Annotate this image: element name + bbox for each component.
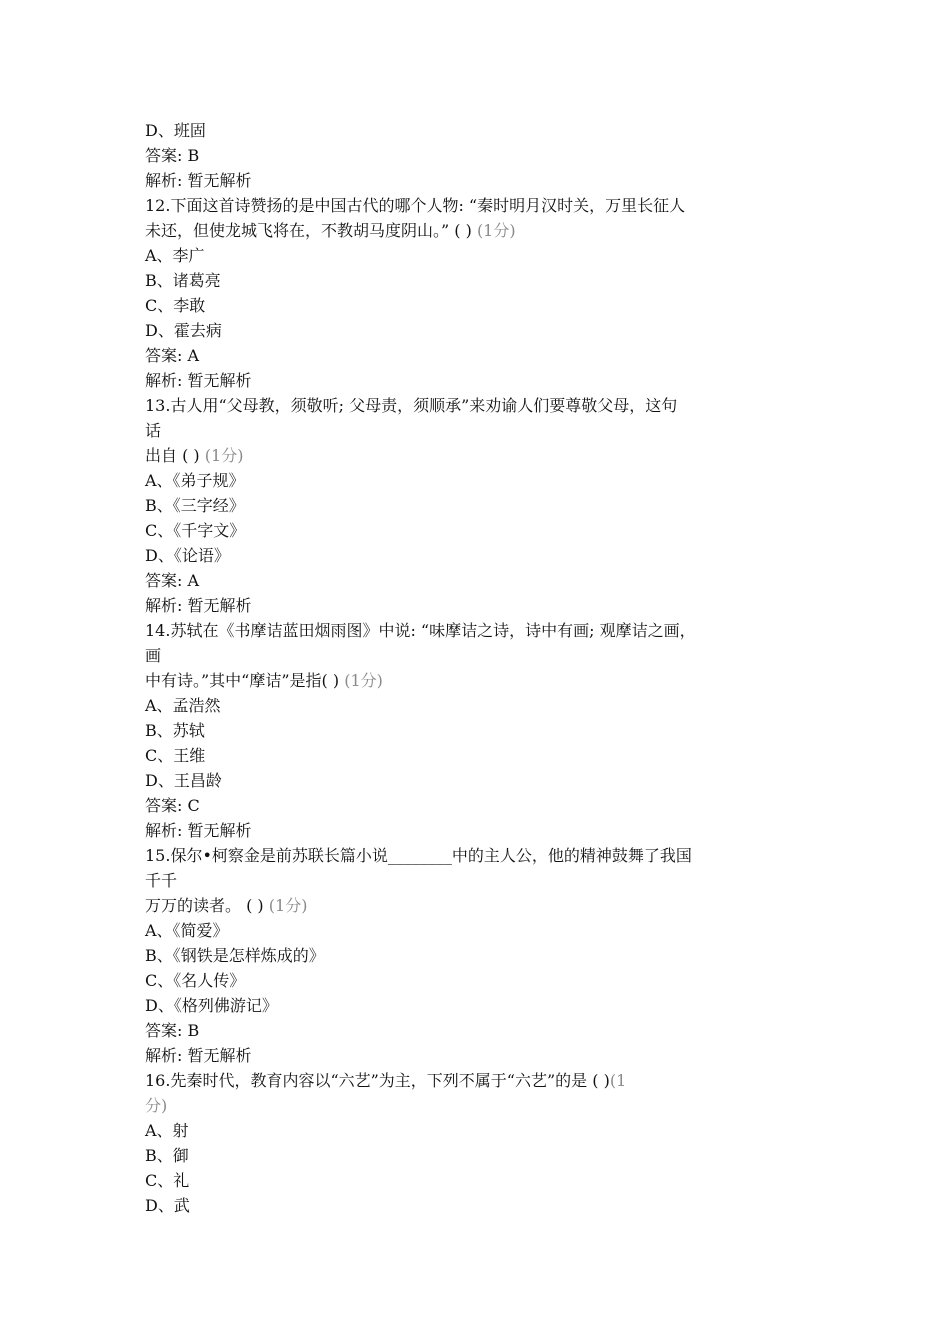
question-text: 12.下面这首诗赞扬的是中国古代的哪个人物: “秦时明月汉时关，万里长征人	[145, 196, 686, 215]
option-c: C、《名人传》	[145, 971, 246, 990]
question-text: 万万的读者。 ( ) (1分)	[145, 896, 308, 915]
analysis: 解析: 暂无解析	[145, 596, 252, 615]
question-text: 未还，但使龙城飞将在，不教胡马度阴山。” ( ) (1分)	[145, 221, 516, 240]
option-a: A、孟浩然	[145, 696, 221, 715]
question-text: 13.古人用“父母教，须敬听; 父母责，须顺承”来劝谕人们要尊敬父母，这句	[145, 396, 678, 415]
answer: 答案: B	[145, 146, 200, 165]
analysis: 解析: 暂无解析	[145, 371, 252, 390]
answer: 答案: B	[145, 1021, 200, 1040]
answer: 答案: C	[145, 796, 200, 815]
option-a: A、射	[145, 1121, 189, 1140]
answer: 答案: A	[145, 346, 200, 365]
score: (1分)	[204, 446, 244, 465]
option-c: C、李敢	[145, 296, 206, 315]
option-d: D、王昌龄	[145, 771, 222, 790]
option-a: A、《简爱》	[145, 921, 229, 940]
question-text: 15.保尔•柯察金是前苏联长篇小说________中的主人公，他的精神鼓舞了我国	[145, 846, 692, 865]
option-c: C、《千字文》	[145, 521, 246, 540]
question-text: 千千	[145, 871, 178, 890]
question-12	[145, 193, 835, 393]
option-b: B、苏轼	[145, 721, 205, 740]
option-d: D、霍去病	[145, 321, 222, 340]
score-continued: 分)	[145, 1096, 168, 1115]
option-a: A、李广	[145, 246, 205, 265]
option-c: C、礼	[145, 1171, 190, 1190]
option-d: D、《论语》	[145, 546, 230, 565]
option-d: D、班固	[145, 121, 206, 140]
score: (1分)	[268, 896, 308, 915]
option-c: C、王维	[145, 746, 206, 765]
analysis: 解析: 暂无解析	[145, 171, 252, 190]
document-page	[145, 118, 835, 1218]
question-13	[145, 393, 835, 618]
analysis: 解析: 暂无解析	[145, 1046, 252, 1065]
question-text: 话	[145, 421, 162, 440]
question-text: 画	[145, 646, 162, 665]
analysis: 解析: 暂无解析	[145, 821, 252, 840]
score: (1分)	[344, 671, 383, 690]
option-d: D、《格列佛游记》	[145, 996, 278, 1015]
score: (1	[609, 1071, 627, 1090]
answer: 答案: A	[145, 571, 200, 590]
question-15	[145, 843, 835, 1068]
option-b: B、御	[145, 1146, 189, 1165]
option-a: A、《弟子规》	[145, 471, 245, 490]
option-b: B、《三字经》	[145, 496, 245, 515]
question-16	[145, 1068, 835, 1218]
question-text: 16.先秦时代，教育内容以“六艺”为主，下列不属于“六艺”的是 ( )(1	[145, 1071, 627, 1090]
question-text: 出自 ( ) (1分)	[145, 446, 244, 465]
score: (1分)	[476, 221, 516, 240]
option-b: B、诸葛亮	[145, 271, 221, 290]
question-14	[145, 618, 835, 843]
question-text: 14.苏轼在《书摩诘蓝田烟雨图》中说: “味摩诘之诗，诗中有画; 观摩诘之画，	[145, 621, 696, 640]
option-b: B、《钢铁是怎样炼成的》	[145, 946, 325, 965]
option-d: D、武	[145, 1196, 190, 1215]
question-text: 中有诗。”其中“摩诘”是指( ) (1分)	[145, 671, 383, 690]
